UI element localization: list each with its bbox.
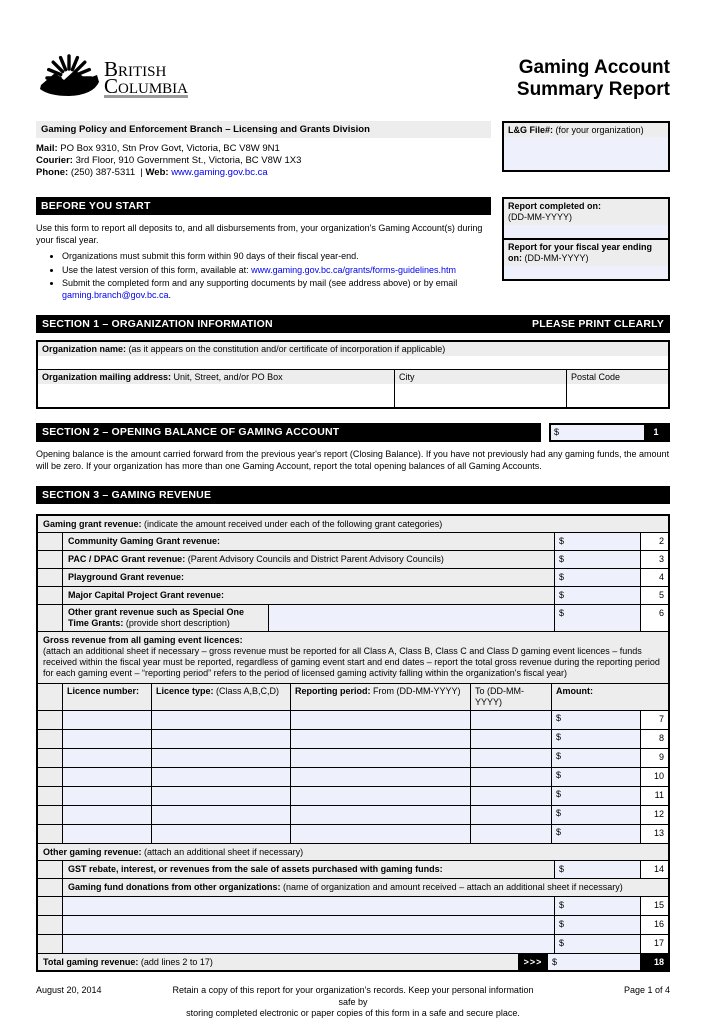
- organization-name-row: [38, 342, 668, 369]
- title-line-1: Gaming Account: [518, 57, 670, 78]
- reporting-to-header: To (DD-MM-YYYY): [470, 684, 551, 710]
- line-number-1: 1: [644, 425, 668, 440]
- licence-row: [38, 748, 668, 767]
- amount-input-line10[interactable]: [551, 768, 640, 786]
- donation-row: [38, 915, 668, 934]
- row-indent-spacer: [38, 916, 63, 934]
- line-number-4: 4: [640, 569, 668, 586]
- line-number-7: 7: [640, 711, 668, 729]
- other-grant-label: Other grant revenue such as Special One Time Grants: (provide short description): [63, 605, 268, 631]
- courier-address-line: Courier: 3rd Floor, 910 Government St., Victoria, BC V8W 1X3: [36, 155, 302, 166]
- forms-guidelines-link[interactable]: www.gaming.gov.bc.ca/grants/forms-guidelines.htm: [251, 264, 457, 275]
- row-indent-spacer: [38, 806, 63, 824]
- title-line-2: Summary Report: [516, 79, 670, 100]
- lg-file-input[interactable]: [504, 137, 668, 170]
- row-indent-spacer: [38, 768, 63, 786]
- reporting-period-header: Reporting period: From (DD-MM-YYYY): [290, 684, 470, 710]
- other-gaming-revenue-header: Other gaming revenue: (attach an additional sheet if necessary): [38, 843, 668, 860]
- line-number-9: 9: [640, 749, 668, 767]
- fiscal-year-label: Report for your fiscal year ending on: (DD-MM-YYYY): [504, 240, 668, 266]
- grant-row-label: Community Gaming Grant revenue:: [63, 533, 554, 550]
- gst-rebate-label: GST rebate, interest, or revenues from the sale of assets purchased with gaming funds:: [63, 861, 554, 878]
- row-indent-spacer: [38, 533, 63, 550]
- fiscal-year-input[interactable]: [504, 266, 668, 279]
- section3-heading: SECTION 3 – GAMING REVENUE: [42, 489, 212, 501]
- opening-balance-field: [549, 423, 670, 442]
- licence-row: [38, 710, 668, 729]
- line-number-17: 17: [640, 935, 668, 953]
- donations-header-label: Gaming fund donations from other organizations: (name of organization and amount received – attach an additional sheet if necessary): [63, 879, 668, 896]
- line-number-6: 6: [640, 605, 668, 631]
- licence-row: [38, 767, 668, 786]
- amount-input-line8[interactable]: [551, 730, 640, 748]
- row-indent-spacer: [38, 730, 63, 748]
- page-footer: [36, 985, 670, 1020]
- bc-logo-wordmark: [104, 52, 188, 98]
- retention-note: Retain a copy of this report for your organization's records. Keep your personal information safe by storing completed electronic or paper copies of this form in a safe and secure place.: [172, 985, 534, 1018]
- report-completed-box: [504, 199, 668, 238]
- city-input[interactable]: [395, 384, 566, 407]
- amount-input-line16[interactable]: [554, 916, 640, 934]
- bullet-latest-version: • Use the latest version of this form, available at: www.gaming.gov.bc.ca/grants/forms-guidelines.htm: [62, 265, 491, 277]
- line-number-10: 10: [640, 768, 668, 786]
- licence-number-input[interactable]: [63, 711, 151, 729]
- licence-type-header: Licence type: (Class A,B,C,D): [151, 684, 290, 710]
- donation-org-input[interactable]: [63, 916, 554, 934]
- section2-bar: SECTION 2 – OPENING BALANCE OF GAMING ACCOUNT: [36, 423, 541, 442]
- grant-row-pac-dpac: [38, 550, 668, 568]
- dollar-sign: $: [559, 864, 565, 874]
- reporting-to-input[interactable]: [470, 711, 551, 729]
- gst-rebate-row: [38, 860, 668, 878]
- city-cell: [395, 370, 567, 407]
- city-label: City: [395, 370, 566, 384]
- licence-type-input[interactable]: [151, 768, 290, 786]
- licence-type-input[interactable]: [151, 787, 290, 805]
- total-arrow-marker: >>>: [518, 954, 548, 970]
- licence-number-input[interactable]: [63, 749, 151, 767]
- reporting-from-input[interactable]: [290, 749, 470, 767]
- line-number-14: 14: [640, 861, 668, 878]
- section2-row: [36, 423, 670, 442]
- amount-input-line7[interactable]: [551, 711, 640, 729]
- line-number-3: 3: [640, 551, 668, 568]
- report-completed-input[interactable]: [504, 225, 668, 238]
- fiscal-year-box: [504, 238, 668, 279]
- row-indent-spacer: [38, 551, 63, 568]
- postal-code-label: Postal Code: [567, 370, 668, 384]
- amount-input-line13[interactable]: [551, 825, 640, 843]
- dollar-sign: $: [559, 938, 565, 948]
- logo-line-british: British: [104, 57, 167, 81]
- dollar-sign: $: [556, 732, 562, 742]
- dollar-sign: $: [554, 427, 560, 437]
- reporting-from-input[interactable]: [290, 806, 470, 824]
- licence-row: [38, 729, 668, 748]
- document-title: [517, 52, 670, 101]
- section1-heading: SECTION 1 – ORGANIZATION INFORMATION: [42, 318, 273, 330]
- reporting-from-input[interactable]: [290, 711, 470, 729]
- total-revenue-label: Total gaming revenue: (add lines 2 to 17): [38, 954, 518, 970]
- mailing-address-label: Organization mailing address: Unit, Street, and/or PO Box: [38, 370, 394, 384]
- row-indent-spacer: [38, 825, 63, 843]
- reporting-to-input[interactable]: [470, 730, 551, 748]
- line-number-5: 5: [640, 587, 668, 604]
- logo-line-columbia: Columbia: [104, 74, 189, 98]
- other-grant-description-input[interactable]: [268, 605, 554, 631]
- section1-bar: [36, 315, 670, 333]
- row-indent-spacer: [38, 569, 63, 586]
- licence-number-input[interactable]: [63, 730, 151, 748]
- postal-code-cell: [567, 370, 668, 407]
- grant-row-label: PAC / DPAC Grant revenue: (Parent Advisory Councils and District Parent Advisory Councils): [63, 551, 554, 568]
- amount-input-line6[interactable]: [554, 605, 640, 631]
- before-bullet-list: [36, 251, 491, 301]
- before-you-start-section: [36, 197, 670, 301]
- licence-number-input[interactable]: [63, 787, 151, 805]
- row-indent-spacer: [38, 935, 63, 953]
- line-number-18: 18: [640, 954, 668, 970]
- mailing-address-cell: [38, 370, 395, 407]
- organization-name-input[interactable]: [38, 356, 668, 369]
- branch-address-block: [36, 143, 491, 179]
- donation-row: [38, 896, 668, 915]
- dollar-sign: $: [556, 751, 562, 761]
- gross-revenue-header: [38, 631, 668, 683]
- line-number-16: 16: [640, 916, 668, 934]
- amount-input-line2[interactable]: [554, 533, 640, 550]
- licence-number-header: Licence number:: [63, 684, 151, 710]
- before-you-start-bar: BEFORE YOU START: [36, 197, 491, 215]
- dollar-sign: $: [552, 957, 558, 967]
- grant-row-playground: [38, 568, 668, 586]
- amount-input-line12[interactable]: [551, 806, 640, 824]
- branch-email-link[interactable]: gaming.branch@gov.bc.ca: [62, 289, 169, 300]
- dollar-sign: $: [556, 770, 562, 780]
- branch-info-section: [36, 121, 670, 179]
- reporting-to-input[interactable]: [470, 768, 551, 786]
- licence-type-input[interactable]: [151, 806, 290, 824]
- licence-number-input[interactable]: [63, 806, 151, 824]
- donation-row: [38, 934, 668, 953]
- reporting-from-input[interactable]: [290, 825, 470, 843]
- amount-header: Amount:: [551, 684, 668, 710]
- postal-code-input[interactable]: [567, 384, 668, 407]
- phone-web-line: Phone: (250) 387-5311 | Web: www.gaming.gov.bc.ca: [36, 167, 268, 178]
- grant-row-community: [38, 532, 668, 550]
- gaming-revenue-table: [36, 514, 670, 972]
- licence-number-input[interactable]: [63, 825, 151, 843]
- grant-row-major-capital: [38, 586, 668, 604]
- row-indent-spacer: [38, 787, 63, 805]
- licence-table-header: [38, 683, 668, 710]
- licence-type-input[interactable]: [151, 711, 290, 729]
- dollar-sign: $: [559, 608, 565, 618]
- bullet-submit-deadline: • Organizations must submit this form within 90 days of their fiscal year-end.: [62, 251, 491, 263]
- row-indent-spacer: [38, 861, 63, 878]
- line-number-13: 13: [640, 825, 668, 843]
- amount-input-line18[interactable]: [548, 954, 640, 970]
- reporting-from-input[interactable]: [290, 787, 470, 805]
- row-indent-spacer: [38, 684, 63, 710]
- lg-file-label: L&G File#: (for your organization): [504, 123, 668, 137]
- amount-input-line9[interactable]: [551, 749, 640, 767]
- reporting-from-input[interactable]: [290, 730, 470, 748]
- bullet-submit-by-mail: • Submit the completed form and any supporting documents by mail (see address above) or by email gaming.branch@gov.bc.ca.: [62, 278, 491, 301]
- licence-type-input[interactable]: [151, 825, 290, 843]
- row-indent-spacer: [38, 897, 63, 915]
- amount-input-line15[interactable]: [554, 897, 640, 915]
- organization-address-row: [38, 369, 668, 407]
- lg-file-box: [502, 121, 670, 172]
- bc-government-logo: [36, 52, 188, 102]
- reporting-from-input[interactable]: [290, 768, 470, 786]
- amount-input-line14[interactable]: [554, 861, 640, 878]
- opening-balance-description: Opening balance is the amount carried forward from the previous year's report (Closing Balance). If you have not previously had any gaming funds, the amount will be zero. If your organization has more than one Gaming Account, report the total opening balances of all Gaming Accounts.: [36, 449, 670, 471]
- donations-header-row: [38, 878, 668, 896]
- dollar-sign: $: [559, 590, 565, 600]
- row-indent-spacer: [38, 711, 63, 729]
- page-header: [36, 52, 670, 116]
- print-clearly-note: PLEASE PRINT CLEARLY: [532, 318, 664, 330]
- dollar-sign: $: [559, 536, 565, 546]
- dollar-sign: $: [559, 900, 565, 910]
- organization-info-table: [36, 340, 670, 409]
- grant-row-label: Major Capital Project Grant revenue:: [63, 587, 554, 604]
- dollar-sign: $: [559, 554, 565, 564]
- row-indent-spacer: [38, 749, 63, 767]
- amount-input-line5[interactable]: [554, 587, 640, 604]
- grant-revenue-header: Gaming grant revenue: (indicate the amount received under each of the following grant categories): [38, 516, 668, 532]
- mailing-address-input[interactable]: [38, 384, 394, 407]
- dollar-sign: $: [556, 808, 562, 818]
- gaming-website-link[interactable]: www.gaming.gov.bc.ca: [171, 167, 268, 178]
- organization-name-label: Organization name: (as it appears on the constitution and/or certificate of incorporation if applicable): [38, 342, 668, 356]
- branch-header-bar: Gaming Policy and Enforcement Branch – Licensing and Grants Division: [36, 121, 491, 138]
- dollar-sign: $: [556, 827, 562, 837]
- total-gaming-revenue-row: [38, 953, 668, 970]
- donation-org-input[interactable]: [63, 935, 554, 953]
- bc-sun-mountains-icon: [36, 52, 102, 102]
- dollar-sign: $: [559, 572, 565, 582]
- line-number-2: 2: [640, 533, 668, 550]
- opening-balance-input[interactable]: [551, 425, 644, 440]
- reporting-to-input[interactable]: [470, 806, 551, 824]
- licence-type-input[interactable]: [151, 730, 290, 748]
- reporting-to-input[interactable]: [470, 749, 551, 767]
- page-number: Page 1 of 4: [623, 985, 670, 995]
- gross-revenue-note: (attach an additional sheet if necessary – gross revenue must be reported for all Class A, Class B, Class C and Class D gaming event licences – funds received within the fiscal year must be reported, regardless of gaming event start and end dates – report the total gross revenue during the reporting period for each gaming event – “reporting period” refers to the period of licensed gaming activity falling within the organization's fiscal year): [43, 646, 660, 678]
- licence-number-input[interactable]: [63, 768, 151, 786]
- reporting-to-input[interactable]: [470, 825, 551, 843]
- amount-input-line3[interactable]: [554, 551, 640, 568]
- donation-org-input[interactable]: [63, 897, 554, 915]
- dollar-sign: $: [556, 789, 562, 799]
- row-indent-spacer: [38, 879, 63, 896]
- line-number-11: 11: [640, 787, 668, 805]
- line-number-8: 8: [640, 730, 668, 748]
- mail-address-line: Mail: PO Box 9310, Stn Prov Govt, Victoria, BC V8W 9N1: [36, 143, 280, 154]
- amount-input-line11[interactable]: [551, 787, 640, 805]
- grant-row-label: Playground Grant revenue:: [63, 569, 554, 586]
- dollar-sign: $: [556, 713, 562, 723]
- form-revision-date: August 20, 2014: [36, 985, 102, 995]
- licence-row: [38, 786, 668, 805]
- licence-row: [38, 805, 668, 824]
- licence-type-input[interactable]: [151, 749, 290, 767]
- grant-row-other: [38, 604, 668, 631]
- line-number-15: 15: [640, 897, 668, 915]
- before-intro-text: Use this form to report all deposits to, and all disbursements from, your organization's Gaming Account(s) during your fiscal year.: [36, 223, 483, 245]
- line-number-12: 12: [640, 806, 668, 824]
- report-date-boxes: [502, 197, 670, 281]
- row-indent-spacer: [38, 587, 63, 604]
- reporting-to-input[interactable]: [470, 787, 551, 805]
- licence-row: [38, 824, 668, 843]
- amount-input-line17[interactable]: [554, 935, 640, 953]
- report-completed-label: Report completed on: (DD-MM-YYYY): [504, 199, 668, 225]
- row-indent-spacer: [38, 605, 63, 631]
- gross-revenue-title: Gross revenue from all gaming event licences:: [43, 635, 243, 645]
- amount-input-line4[interactable]: [554, 569, 640, 586]
- dollar-sign: $: [559, 919, 565, 929]
- section3-bar: [36, 486, 670, 504]
